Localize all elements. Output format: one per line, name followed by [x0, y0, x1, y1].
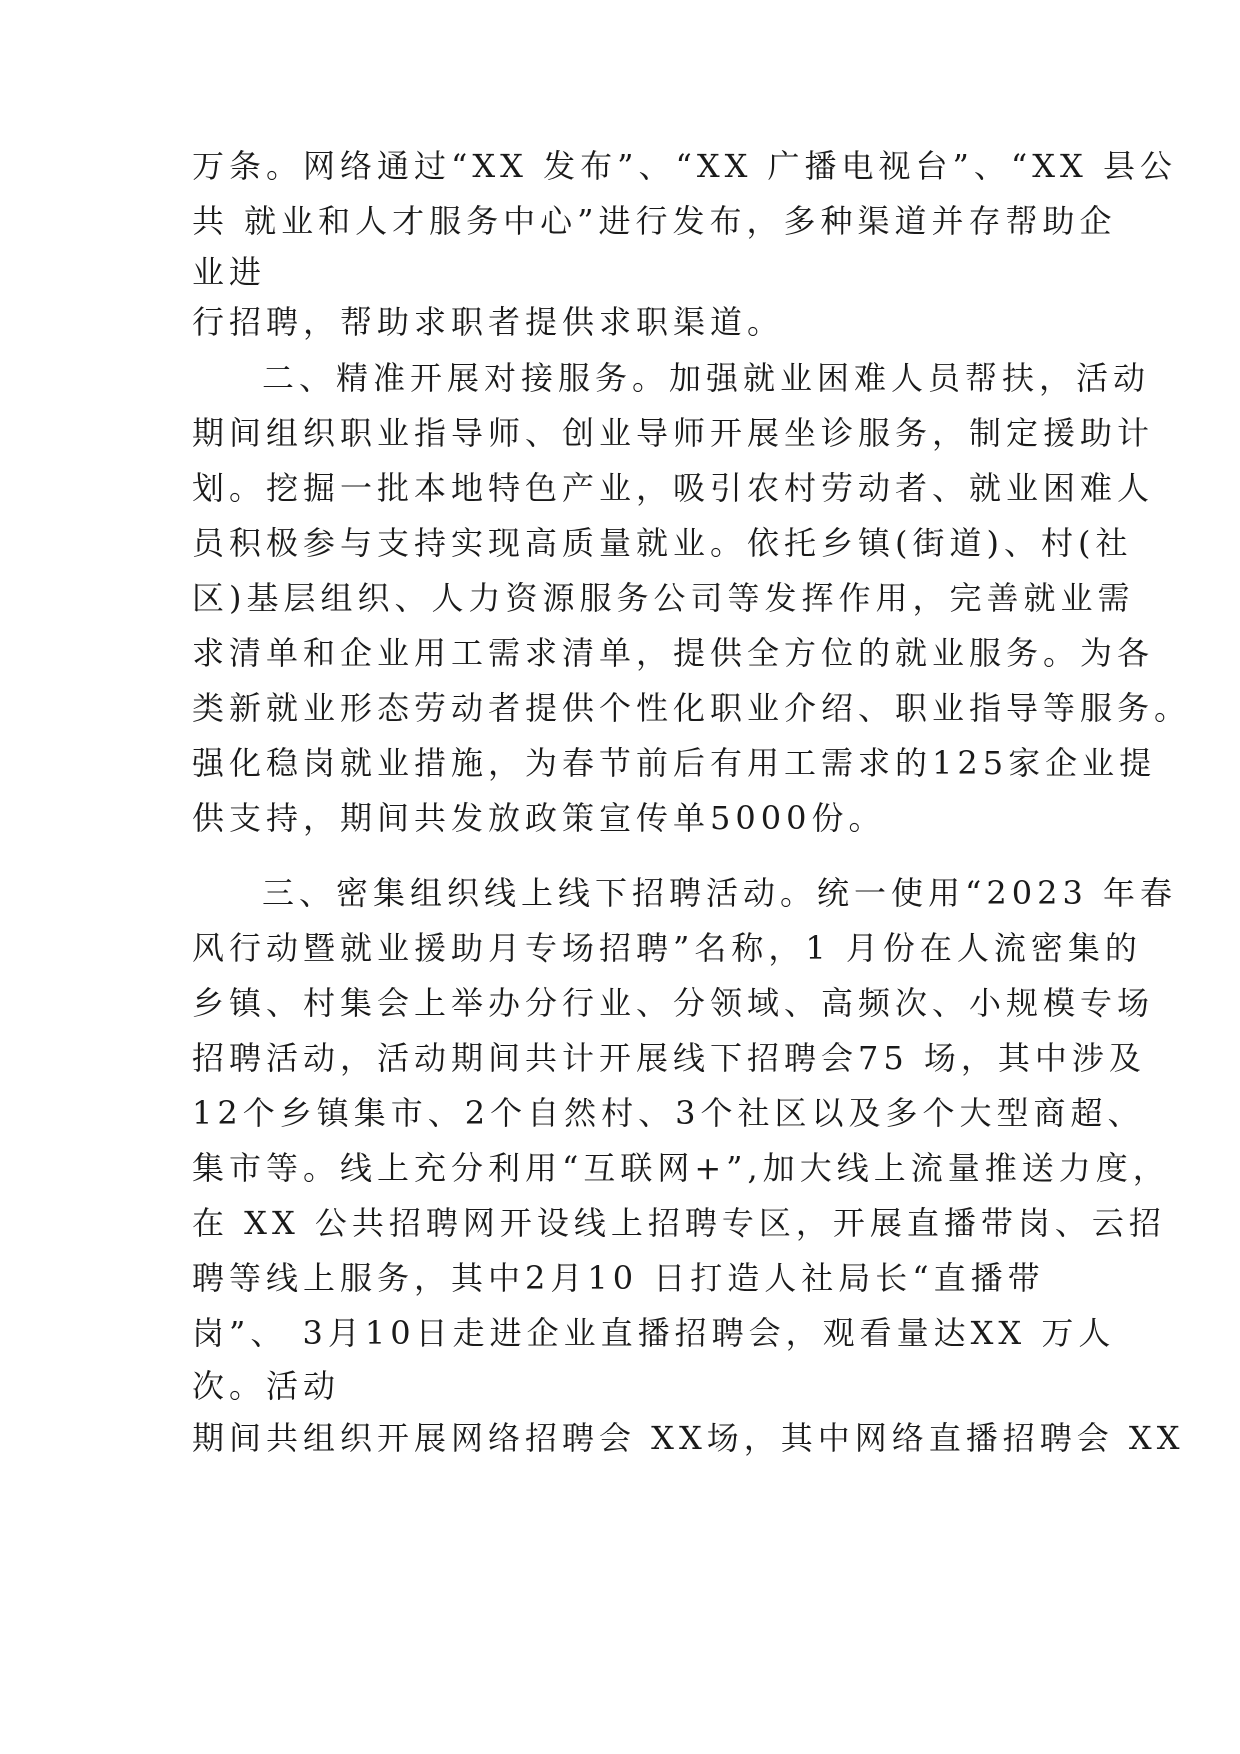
- text-line: 员积极参与支持实现高质量就业。依托乡镇(街道)、村(社: [192, 524, 1133, 562]
- text-line: 12个乡镇集市、2个自然村、3个社区以及多个大型商超、: [192, 1094, 1145, 1132]
- text-line: 求清单和企业用工需求清单，提供全方位的就业服务。为各: [192, 634, 1155, 672]
- text-line: 共 就业和人才服务中心”进行发布，多种渠道并存帮助企: [192, 202, 1117, 240]
- text-line: 聘等线上服务，其中2月10 日打造人社局长“直播带: [192, 1259, 1045, 1297]
- text-line: 供支持，期间共发放政策宣传单5000份。: [192, 799, 886, 837]
- text-line: 集市等。线上充分利用“互联网+”,加大线上流量推送力度，: [192, 1149, 1170, 1187]
- text-line: 期间共组织开展网络招聘会 XX场，其中网络直播招聘会 XX: [192, 1419, 1185, 1457]
- paragraph-heading-3: 三、密集组织线上线下招聘活动。统一使用“2023 年春: [262, 874, 1177, 912]
- text-line: 划。挖掘一批本地特色产业，吸引农村劳动者、就业困难人: [192, 469, 1155, 507]
- text-line: 行招聘，帮助求职者提供求职渠道。: [192, 303, 785, 341]
- text-line: 期间组织职业指导师、创业导师开展坐诊服务，制定援助计: [192, 414, 1155, 452]
- text-line: 强化稳岗就业措施，为春节前后有用工需求的125家企业提: [192, 744, 1157, 782]
- paragraph-heading-2: 二、精准开展对接服务。加强就业困难人员帮扶，活动: [262, 359, 1151, 397]
- text-line: 招聘活动，活动期间共计开展线下招聘会75 场，其中涉及: [192, 1039, 1146, 1077]
- text-line: 万条。网络通过“XX 发布”、“XX 广播电视台”、“XX 县公: [192, 147, 1178, 185]
- text-line: 在 XX 公共招聘网开设线上招聘专区，开展直播带岗、云招: [192, 1204, 1166, 1242]
- text-line: 业进: [192, 253, 267, 291]
- text-line: 类新就业形态劳动者提供个性化职业介绍、职业指导等服务。: [192, 689, 1192, 727]
- text-line: 区)基层组织、人力资源服务公司等发挥作用，完善就业需: [192, 579, 1135, 617]
- text-line: 风行动暨就业援助月专场招聘”名称，1 月份在人流密集的: [192, 929, 1142, 967]
- text-line: 次。活动: [192, 1367, 341, 1405]
- text-line: 乡镇、村集会上举办分行业、分领域、高频次、小规模专场: [192, 984, 1155, 1022]
- text-line: 岗”、 3月10日走进企业直播招聘会，观看量达XX 万人: [192, 1314, 1116, 1352]
